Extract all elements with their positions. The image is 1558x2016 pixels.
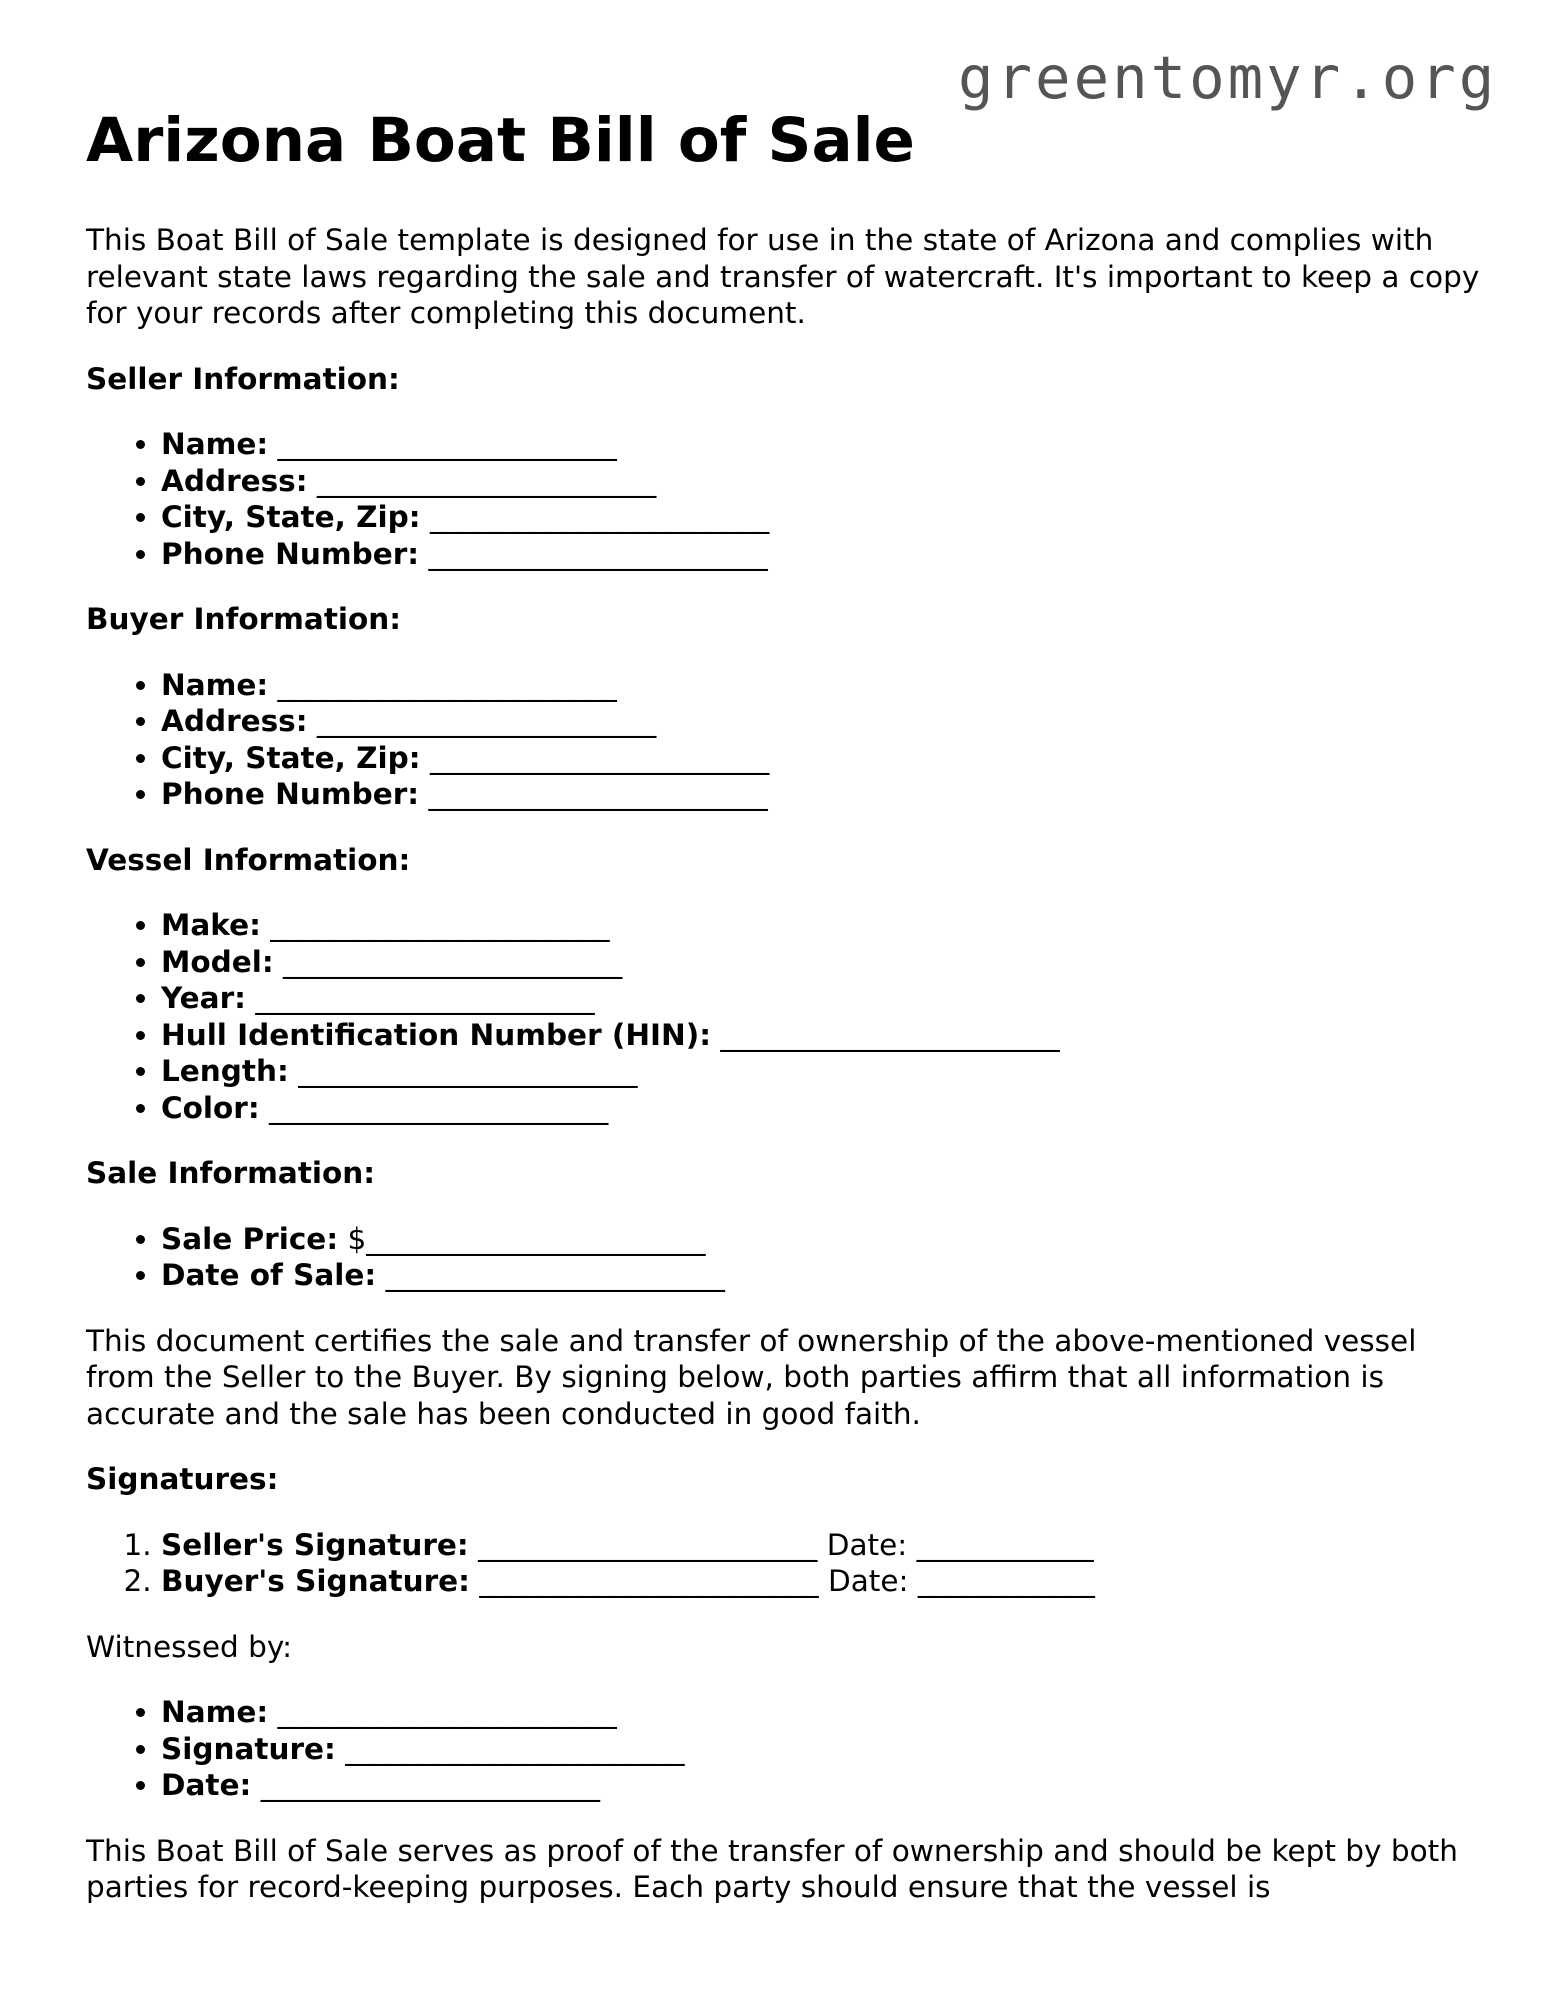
seller-name-field <box>161 426 1486 463</box>
field-label: Address: <box>161 704 308 738</box>
seller-address-field <box>161 463 1486 500</box>
witness-intro: Witnessed by: <box>86 1629 293 1664</box>
sale-price-blank[interactable]: $_______________________ <box>347 1221 706 1256</box>
sale-date-blank[interactable]: _______________________ <box>385 1258 725 1292</box>
buyer-city-state-zip-field <box>161 740 1486 777</box>
buyer-fields <box>86 667 1486 813</box>
closing-paragraph: This Boat Bill of Sale serves as proof of the transfer of ownership and should be kept by both parties for record-keeping purposes. Each party should ensure that the vessel is <box>86 1833 1458 1904</box>
buyer-name-blank[interactable]: _______________________ <box>277 667 617 702</box>
witness-signature-blank[interactable]: _______________________ <box>345 1731 685 1766</box>
vessel-fields <box>86 907 1486 1126</box>
signatures-heading: Signatures: <box>86 1462 279 1496</box>
certification-paragraph: This document certifies the sale and transfer of ownership of the above-mentioned vessel from the Seller to the Buyer. By signing below, both parties affirm that all information is accurate and the sale has been conducted in good faith. <box>86 1323 1417 1431</box>
buyer-signature-field <box>161 1563 1486 1600</box>
sale-fields <box>86 1221 1486 1294</box>
buyer-address-field <box>161 703 1486 740</box>
vessel-color-field <box>161 1090 1486 1127</box>
sale-date-field <box>161 1257 1486 1294</box>
seller-city-state-zip-field <box>161 499 1486 536</box>
vessel-model-blank[interactable]: _______________________ <box>283 944 623 979</box>
vessel-heading: Vessel Information: <box>86 842 411 877</box>
vessel-length-blank[interactable]: _______________________ <box>298 1054 638 1088</box>
vessel-hin-field <box>161 1017 1486 1054</box>
field-label: Sale Price: <box>161 1221 339 1256</box>
seller-heading: Seller Information: <box>86 361 400 396</box>
vessel-length-field <box>161 1053 1486 1090</box>
vessel-year-field <box>161 980 1486 1017</box>
seller-phone-blank[interactable]: _______________________ <box>428 536 768 571</box>
field-label: Buyer's Signature: <box>161 1564 470 1598</box>
buyer-heading: Buyer Information: <box>86 602 402 636</box>
buyer-phone-blank[interactable]: _______________________ <box>428 777 768 811</box>
field-label: Address: <box>161 463 308 498</box>
field-label: Year: <box>161 981 246 1015</box>
vessel-make-field <box>161 907 1486 944</box>
buyer-city-state-zip-blank[interactable]: _______________________ <box>429 740 770 775</box>
seller-signature-blank[interactable]: _______________________ <box>478 1527 818 1562</box>
field-label: Phone Number: <box>161 777 420 811</box>
field-label: Make: <box>161 908 261 942</box>
field-label: Model: <box>161 944 274 979</box>
signature-fields <box>86 1527 1486 1600</box>
page-title: Arizona Boat Bill of Sale <box>86 105 915 176</box>
watermark-text: greentomyr.org <box>958 43 1498 112</box>
witness-name-blank[interactable]: _______________________ <box>277 1695 617 1729</box>
vessel-color-blank[interactable]: _______________________ <box>269 1090 609 1125</box>
sale-heading: Sale Information: <box>86 1156 376 1190</box>
vessel-hin-blank[interactable]: _______________________ <box>720 1017 1060 1052</box>
witness-fields <box>86 1694 1486 1804</box>
field-label: Length: <box>161 1054 289 1088</box>
intro-paragraph: This Boat Bill of Sale template is designed for use in the state of Arizona and complies with relevant state laws regarding the sale and transfer of watercraft. It's important to keep a copy for your records after completing this document. <box>86 223 1480 330</box>
buyer-signature-date-blank[interactable]: ____________ <box>917 1564 1095 1598</box>
field-label: Phone Number: <box>161 536 420 571</box>
vessel-model-field <box>161 944 1486 981</box>
seller-fields <box>86 426 1486 572</box>
document-body <box>86 222 1486 1935</box>
witness-name-field <box>161 1694 1486 1731</box>
field-label: Name: <box>161 1695 269 1729</box>
seller-signature-date-blank[interactable]: ____________ <box>916 1527 1094 1562</box>
buyer-phone-field <box>161 776 1486 813</box>
witness-signature-field <box>161 1731 1486 1768</box>
sale-price-field <box>161 1221 1486 1258</box>
seller-phone-field <box>161 536 1486 573</box>
buyer-name-field <box>161 667 1486 704</box>
seller-address-blank[interactable]: _______________________ <box>316 463 657 498</box>
witness-date-field <box>161 1767 1486 1804</box>
buyer-address-blank[interactable]: _______________________ <box>316 704 657 738</box>
field-label: Name: <box>161 427 269 461</box>
witness-date-blank[interactable]: _______________________ <box>260 1768 600 1802</box>
field-label: Seller's Signature: <box>161 1527 469 1562</box>
field-label: City, State, Zip: <box>161 500 421 534</box>
seller-name-blank[interactable]: _______________________ <box>277 427 617 461</box>
field-label: Signature: <box>161 1731 336 1766</box>
seller-city-state-zip-blank[interactable]: _______________________ <box>429 500 770 534</box>
buyer-signature-blank[interactable]: _______________________ <box>479 1564 819 1598</box>
seller-signature-field <box>161 1527 1486 1564</box>
field-label: Name: <box>161 667 269 702</box>
vessel-year-blank[interactable]: _______________________ <box>255 981 595 1015</box>
field-label: Date of Sale: <box>161 1258 377 1292</box>
vessel-make-blank[interactable]: _______________________ <box>270 908 610 942</box>
date-label: Date: <box>826 1527 908 1562</box>
field-label: Hull Identification Number (HIN): <box>161 1017 711 1052</box>
field-label: Color: <box>161 1090 260 1125</box>
field-label: Date: <box>161 1768 252 1802</box>
field-label: City, State, Zip: <box>161 740 421 775</box>
date-label: Date: <box>828 1564 909 1598</box>
